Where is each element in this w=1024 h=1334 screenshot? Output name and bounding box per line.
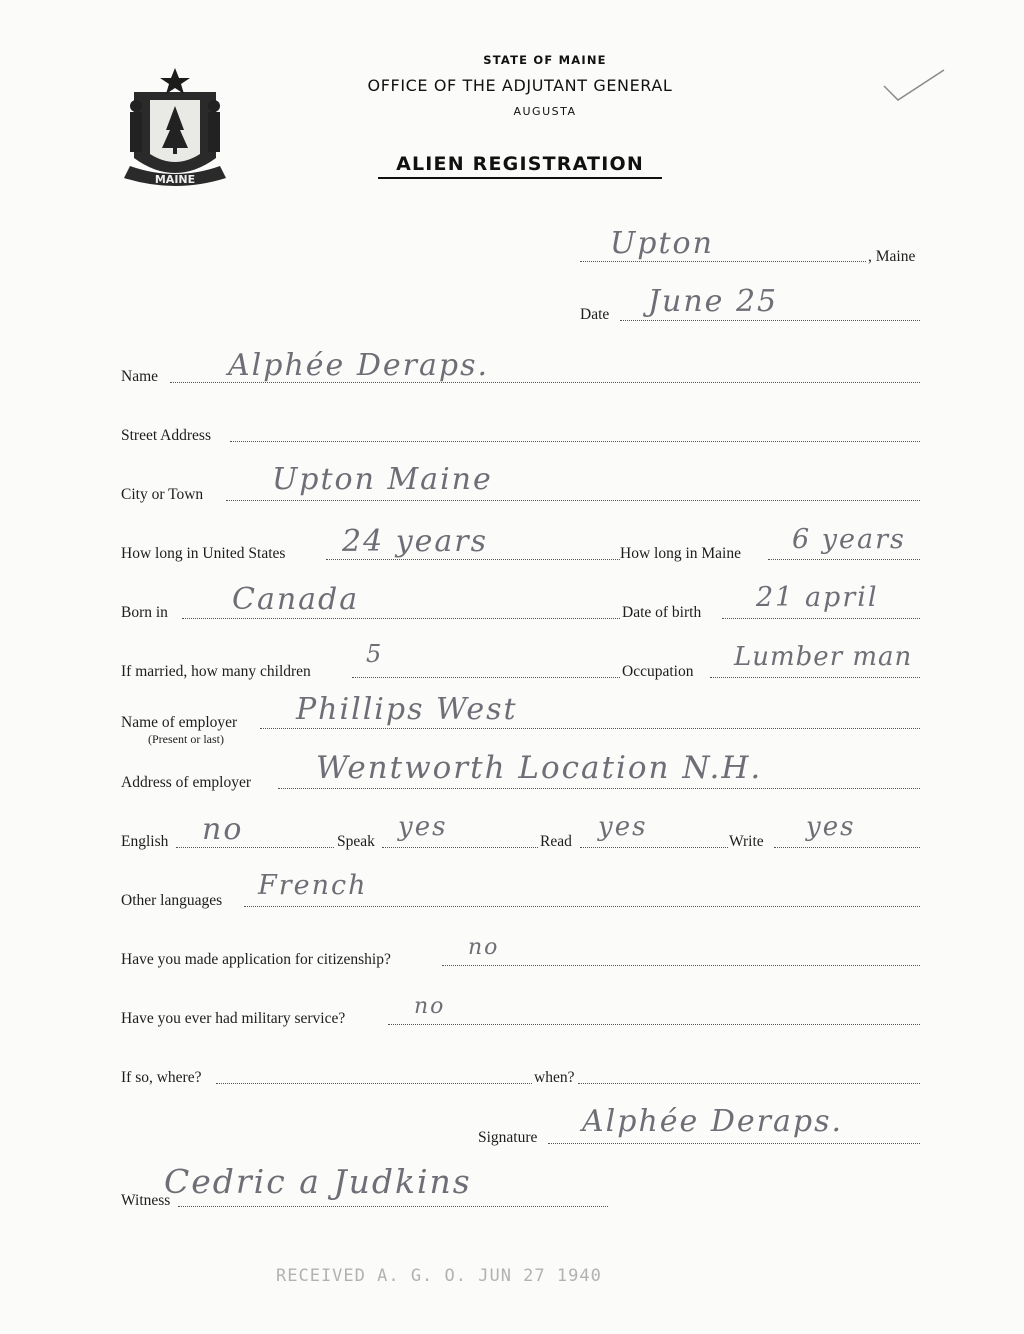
signature-label: Signature [478, 1129, 538, 1146]
if-so-where-label: If so, where? [121, 1069, 202, 1086]
signature-line [548, 1143, 920, 1144]
born-in-label: Born in [121, 604, 168, 621]
how-long-maine-label: How long in Maine [620, 545, 741, 562]
military-line [388, 1024, 920, 1025]
employer-label: Name of employer [121, 714, 238, 731]
employer-sublabel: (Present or last) [148, 732, 224, 746]
office-heading: OFFICE OF THE ADJUTANT GENERAL [367, 76, 673, 95]
citizenship-line [442, 965, 920, 966]
where-line [216, 1083, 532, 1084]
employer-line [260, 728, 920, 729]
married-children-label: If married, how many children [121, 663, 311, 680]
english-label: English [121, 833, 169, 850]
name-entry: Alphée Deraps. [228, 348, 489, 383]
witness-label: Witness [121, 1192, 171, 1209]
english-line [176, 847, 334, 848]
city-town-label: City or Town [121, 486, 204, 503]
read-label: Read [540, 833, 572, 850]
date-of-birth-label: Date of birth [622, 604, 702, 621]
received-stamp: RECEIVED A. G. O. JUN 27 1940 [276, 1266, 602, 1286]
maine-state-seal-icon [120, 66, 230, 198]
when-label: when? [534, 1069, 575, 1086]
citizenship-label: Have you made application for citizenship? [121, 951, 391, 968]
city-heading: AUGUSTA [513, 105, 577, 118]
employer-entry: Phillips West [296, 692, 518, 727]
witness-entry: Cedric a Judkins [164, 1162, 472, 1201]
maine-label: , Maine [868, 248, 916, 265]
city-town-entry: Upton Maine [272, 462, 493, 497]
employer-address-entry: Wentworth Location N.H. [316, 750, 763, 786]
how-long-us-line [326, 559, 620, 560]
occupation-line [710, 677, 920, 678]
date-label: Date [580, 306, 610, 323]
when-line [578, 1083, 920, 1084]
born-in-entry: Canada [232, 582, 360, 617]
date-of-birth-line [722, 618, 920, 619]
check-mark-icon [880, 64, 950, 104]
signature-entry: Alphée Deraps. [582, 1104, 843, 1139]
other-languages-entry: French [258, 870, 368, 901]
read-entry: yes [598, 812, 648, 842]
date-line [620, 320, 920, 321]
speak-label: Speak [337, 833, 375, 850]
street-line [230, 441, 920, 442]
date-of-birth-entry: 21 april [756, 582, 879, 613]
write-label: Write [729, 833, 764, 850]
years-us-entry: 24 years [342, 524, 489, 559]
children-entry: 5 [366, 640, 384, 668]
english-entry: no [202, 812, 244, 847]
speak-entry: yes [398, 812, 448, 842]
town-entry: Upton [610, 226, 714, 261]
read-line [580, 847, 728, 848]
speak-line [382, 847, 538, 848]
military-label: Have you ever had military service? [121, 1010, 346, 1027]
employer-address-line [278, 788, 920, 789]
military-entry: no [414, 994, 446, 1019]
write-line [774, 847, 920, 848]
how-long-maine-line [768, 559, 920, 560]
citizenship-entry: no [468, 935, 500, 960]
city-town-line [226, 500, 920, 501]
svg-text:MAINE: MAINE [154, 173, 196, 186]
employer-address-label: Address of employer [121, 774, 251, 791]
children-line [352, 677, 620, 678]
witness-line [178, 1206, 608, 1207]
how-long-us-label: How long in United States [121, 545, 286, 562]
occupation-entry: Lumber man [734, 642, 913, 672]
form-title: ALIEN REGISTRATION [378, 153, 662, 179]
occupation-label: Occupation [622, 663, 694, 680]
street-label: Street Address [121, 427, 211, 444]
name-label: Name [121, 368, 159, 385]
date-entry: June 25 [648, 284, 779, 319]
other-languages-line [244, 906, 920, 907]
state-heading: STATE OF MAINE [483, 53, 607, 67]
born-in-line [182, 618, 620, 619]
write-entry: yes [806, 812, 856, 842]
years-maine-entry: 6 years [792, 524, 906, 555]
town-line [580, 261, 866, 262]
other-languages-label: Other languages [121, 892, 223, 909]
